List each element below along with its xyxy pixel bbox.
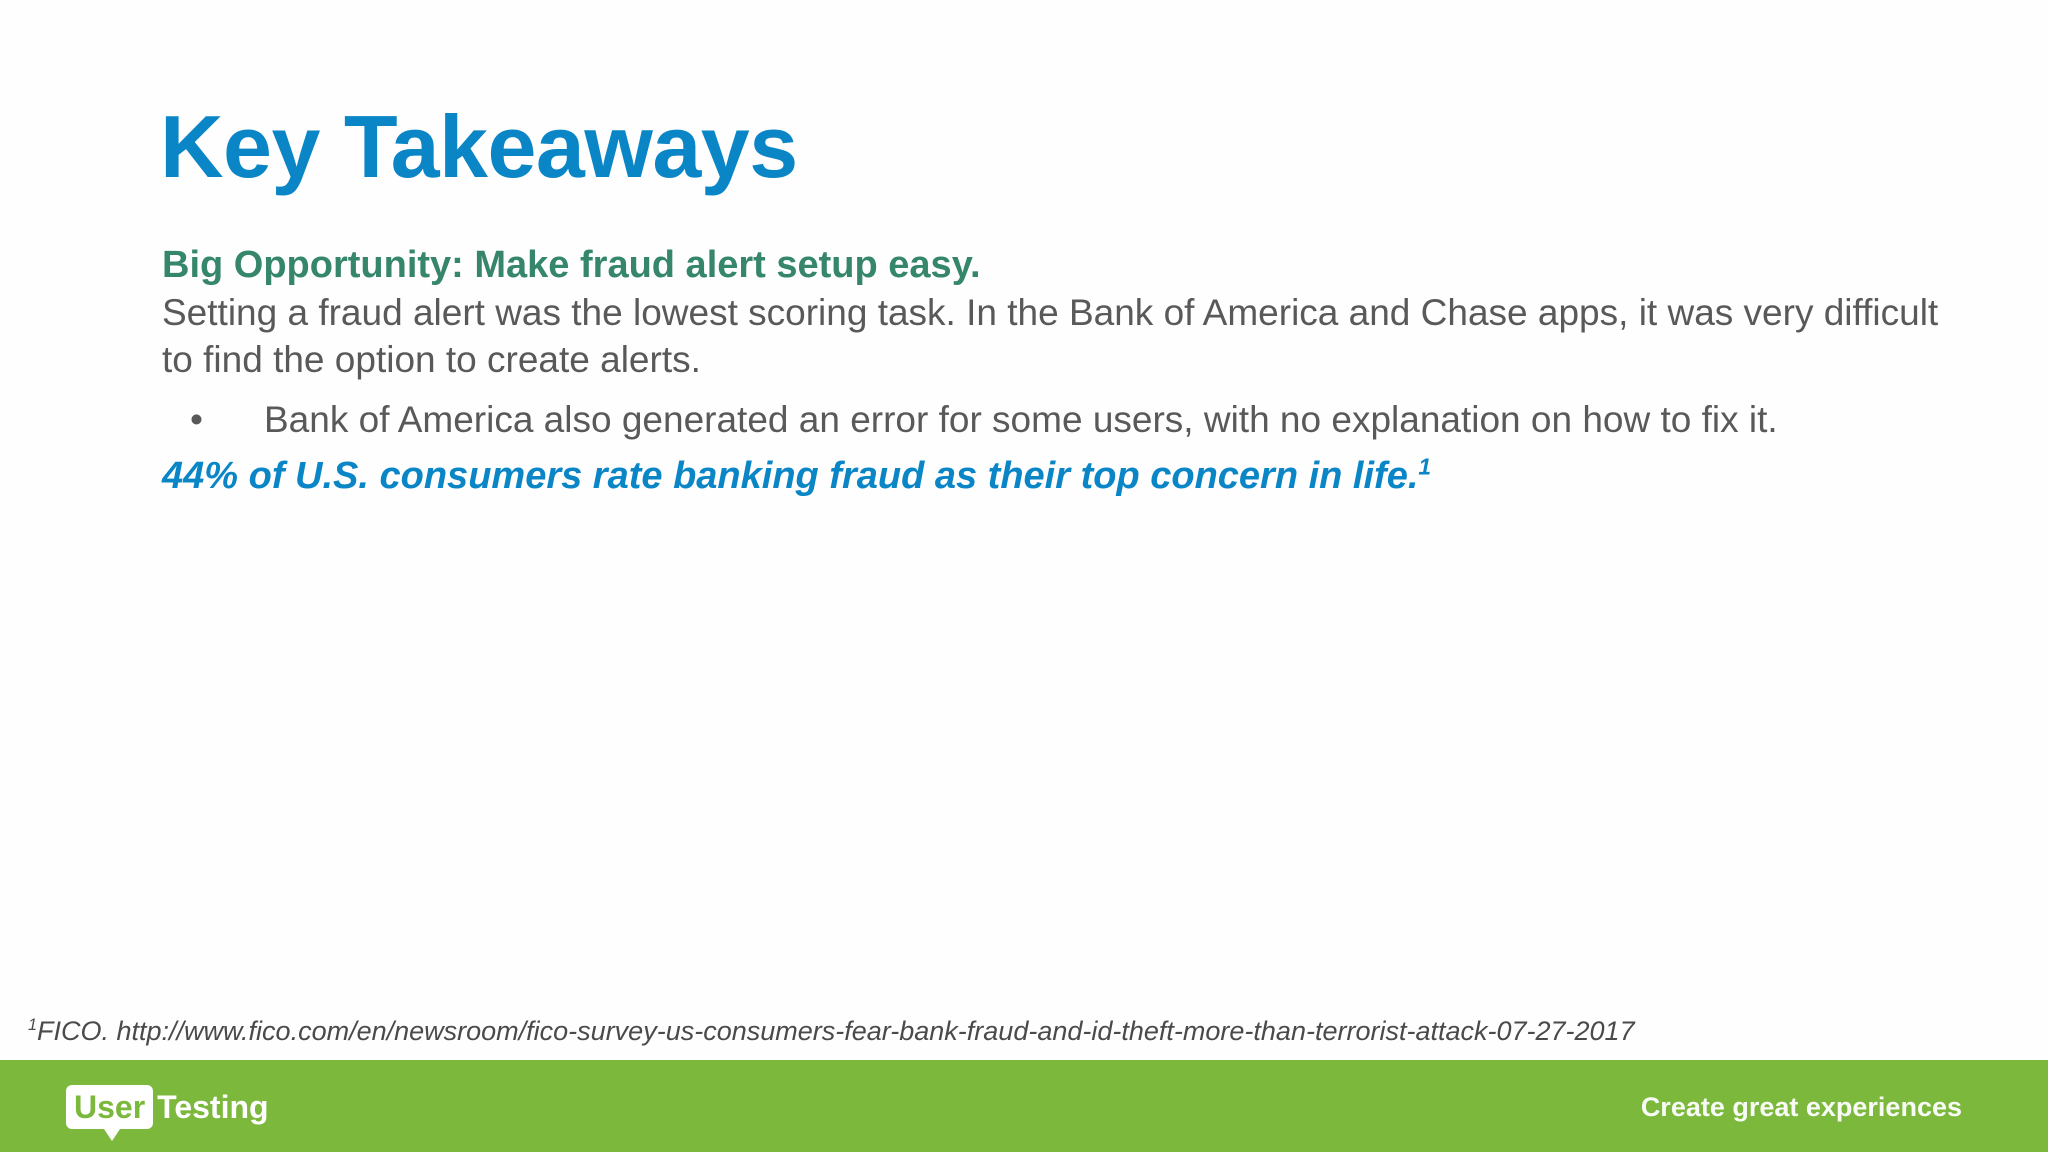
bullet-item xyxy=(190,396,1778,443)
bullet-text: Bank of America also generated an error for some users, with no explanation on how to fix it. xyxy=(264,399,1778,440)
stat-text: 44% of U.S. consumers rate banking fraud as their top concern in life. xyxy=(162,455,1419,497)
logo-testing-word: Testing xyxy=(157,1089,269,1125)
usertesting-logo xyxy=(66,1082,269,1132)
footer-tagline: Create great experiences xyxy=(1640,1092,1962,1122)
bullet-marker: • xyxy=(190,399,203,440)
footer-bar xyxy=(0,1060,2048,1152)
footnote-text: FICO. http://www.fico.com/en/newsroom/fico-survey-us-consumers-fear-bank-fraud-and-id-theft-more-than-terrorist-attack-07-27-2017 xyxy=(37,1016,1635,1046)
footnote-ref: 1 xyxy=(28,1016,38,1034)
logo-user-badge: User xyxy=(66,1085,153,1129)
footnote xyxy=(28,1014,1635,1048)
stat-footnote-ref: 1 xyxy=(1418,453,1432,480)
opportunity-subhead: Big Opportunity: Make fraud alert setup easy. xyxy=(162,244,981,286)
body-paragraph: Setting a fraud alert was the lowest scoring task. In the Bank of America and Chase apps, it was very difficult to find the option to create alerts. xyxy=(162,292,1939,380)
slide-title: Key Takeaways xyxy=(160,97,798,196)
stat-callout xyxy=(162,453,1431,500)
